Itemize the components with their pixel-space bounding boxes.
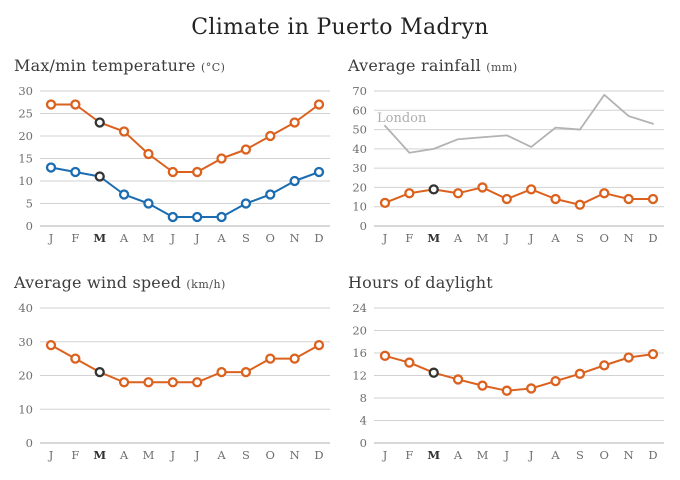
x-tick-label: F [71,231,80,245]
wind-speed-data-point [266,355,274,363]
wind-speed-data-point [144,378,152,386]
temperature-chart-title [14,56,340,75]
puerto-madryn-rainfall-data-point [527,185,535,193]
x-tick-label: N [289,448,300,462]
x-tick-label: J [504,231,510,245]
x-tick-label: S [575,448,584,462]
x-tick-label: M [476,231,489,245]
y-tick-label: 10 [18,402,33,417]
y-tick-label: 30 [352,161,367,176]
x-tick-label: J [382,231,388,245]
wind-speed-data-point [218,368,226,376]
chart-panel-wind-speed [0,265,340,468]
max-temperature-data-point [242,146,250,154]
x-tick-label: M [142,231,155,245]
x-tick-label: A [119,231,129,245]
wind-speed-line [51,345,319,382]
x-tick-label: M [93,448,107,462]
wind-speed-chart-title [14,273,340,292]
wind-speed-data-point [47,341,55,349]
y-tick-label: 25 [18,106,33,121]
daylight-hours-highlighted-data-point [430,369,438,377]
chart-panel-daylight [340,265,680,468]
y-tick-label: 16 [352,346,367,360]
wind-speed-data-point [193,378,201,386]
x-tick-label: N [289,231,300,245]
puerto-madryn-rainfall-data-point [405,189,413,197]
y-tick-label: 0 [25,436,33,450]
chart-panel-rainfall [340,48,680,251]
x-tick-label: A [217,231,226,245]
x-tick-label: J [170,448,176,462]
daylight-hours-data-point [405,359,413,367]
x-tick-label: J [382,448,388,462]
y-tick-label: 70 [352,84,367,98]
x-tick-label: S [241,231,250,245]
x-tick-label: D [314,231,324,245]
wind-speed-chart [14,296,336,468]
x-tick-label: S [241,448,250,462]
puerto-madryn-rainfall-data-point [600,189,608,197]
wind-speed-data-point [169,378,177,386]
wind-speed-data-point [120,378,128,386]
wind-speed-data-point [315,341,323,349]
min-temperature-data-point [47,164,55,172]
x-tick-label: O [265,231,275,245]
wind-speed-data-point [242,368,250,376]
max-temperature-highlighted-data-point [96,119,104,127]
x-tick-label: A [453,448,463,462]
x-tick-label: S [575,231,584,245]
puerto-madryn-rainfall-data-point [552,195,560,203]
x-tick-label: D [648,231,658,245]
puerto-madryn-rainfall-data-point [649,195,657,203]
charts-grid [0,48,680,468]
daylight-hours-line [385,354,653,391]
puerto-madryn-rainfall-line [385,187,653,204]
x-tick-label: J [504,448,510,462]
daylight-hours-data-point [454,375,462,383]
x-tick-label: A [551,231,560,245]
x-tick-label: M [476,448,489,462]
puerto-madryn-rainfall-data-point [454,189,462,197]
min-temperature-data-point [144,200,152,208]
min-temperature-data-point [169,213,177,221]
daylight-hours-data-point [503,387,511,395]
rainfall-chart-unit: (mm) [486,61,518,74]
daylight-chart-title-text: Hours of daylight [348,273,493,292]
wind-speed-data-point [71,355,79,363]
max-temperature-data-point [218,155,226,163]
x-tick-label: J [170,231,176,245]
y-tick-label: 4 [359,413,367,428]
y-tick-label: 20 [352,323,367,338]
daylight-hours-data-point [381,352,389,360]
temperature-chart-unit: (°C) [200,61,226,74]
x-tick-label: D [314,448,324,462]
min-temperature-data-point [218,213,226,221]
x-tick-label: J [48,448,54,462]
x-tick-label: A [453,231,463,245]
max-temperature-data-point [120,128,128,136]
page-title: Climate in Puerto Madryn [191,15,489,40]
max-temperature-data-point [266,132,274,140]
x-tick-label: N [623,231,634,245]
y-tick-label: 5 [25,196,33,211]
x-tick-label: J [48,231,54,245]
max-temperature-data-point [291,119,299,127]
y-tick-label: 50 [352,122,367,137]
rainfall-chart-title [348,56,680,75]
wind-speed-chart-unit: (km/h) [186,278,226,291]
x-tick-label: M [93,231,107,245]
daylight-hours-data-point [527,384,535,392]
temperature-chart [14,79,336,251]
max-temperature-data-point [315,101,323,109]
y-tick-label: 60 [352,103,367,118]
x-tick-label: A [217,448,226,462]
min-temperature-data-point [193,213,201,221]
puerto-madryn-rainfall-data-point [625,195,633,203]
min-temperature-data-point [315,168,323,176]
min-temperature-data-point [242,200,250,208]
y-tick-label: 0 [359,436,367,450]
daylight-chart [348,296,670,468]
daylight-hours-data-point [576,370,584,378]
daylight-hours-data-point [600,361,608,369]
x-tick-label: O [265,448,275,462]
max-temperature-data-point [169,168,177,176]
max-temperature-data-point [47,101,55,109]
daylight-chart-title [348,273,680,292]
wind-speed-chart-title-text: Average wind speed [14,273,182,292]
x-tick-label: D [648,448,658,462]
min-temperature-line [51,168,319,218]
y-tick-label: 0 [25,219,33,233]
wind-speed-highlighted-data-point [96,368,104,376]
max-temperature-line [51,105,319,173]
x-tick-label: F [405,231,414,245]
puerto-madryn-rainfall-data-point [381,199,389,207]
y-tick-label: 20 [18,129,33,143]
y-tick-label: 40 [352,141,367,156]
x-tick-label: J [194,448,200,462]
x-tick-label: J [528,231,534,245]
x-tick-label: M [427,448,441,462]
y-tick-label: 20 [18,368,33,383]
y-tick-label: 24 [352,301,367,315]
puerto-madryn-rainfall-data-point [503,195,511,203]
x-tick-label: F [71,448,80,462]
y-tick-label: 20 [352,180,367,195]
y-tick-label: 30 [18,84,33,98]
x-tick-label: O [599,231,609,245]
rainfall-chart [348,79,670,251]
y-tick-label: 15 [18,151,33,166]
x-tick-label: M [427,231,441,245]
max-temperature-data-point [71,101,79,109]
daylight-hours-data-point [478,382,486,390]
temperature-chart-title-text: Max/min temperature [14,56,196,75]
x-tick-label: A [551,448,560,462]
daylight-hours-data-point [649,350,657,358]
min-temperature-data-point [71,168,79,176]
series-annotation-label: London [377,110,427,126]
puerto-madryn-rainfall-data-point [576,201,584,209]
chart-panel-temperature [0,48,340,251]
y-tick-label: 40 [18,301,33,315]
x-tick-label: A [119,448,129,462]
min-temperature-data-point [291,177,299,185]
y-tick-label: 10 [18,174,33,188]
y-tick-label: 30 [18,334,33,349]
rainfall-chart-title-text: Average rainfall [348,56,481,75]
max-temperature-data-point [193,168,201,176]
y-tick-label: 0 [359,219,367,233]
y-tick-label: 12 [352,368,367,383]
x-tick-label: F [405,448,414,462]
daylight-hours-data-point [625,354,633,362]
y-tick-label: 8 [359,391,367,405]
puerto-madryn-rainfall-highlighted-data-point [430,185,438,193]
wind-speed-data-point [291,355,299,363]
max-temperature-data-point [144,150,152,158]
daylight-hours-data-point [552,377,560,385]
x-tick-label: J [528,448,534,462]
x-tick-label: O [599,448,609,462]
y-tick-label: 10 [352,199,367,214]
min-temperature-data-point [120,191,128,199]
puerto-madryn-rainfall-data-point [478,183,486,191]
x-tick-label: N [623,448,634,462]
min-temperature-highlighted-data-point [96,173,104,181]
min-temperature-data-point [266,191,274,199]
x-tick-label: M [142,448,155,462]
x-tick-label: J [194,231,200,245]
